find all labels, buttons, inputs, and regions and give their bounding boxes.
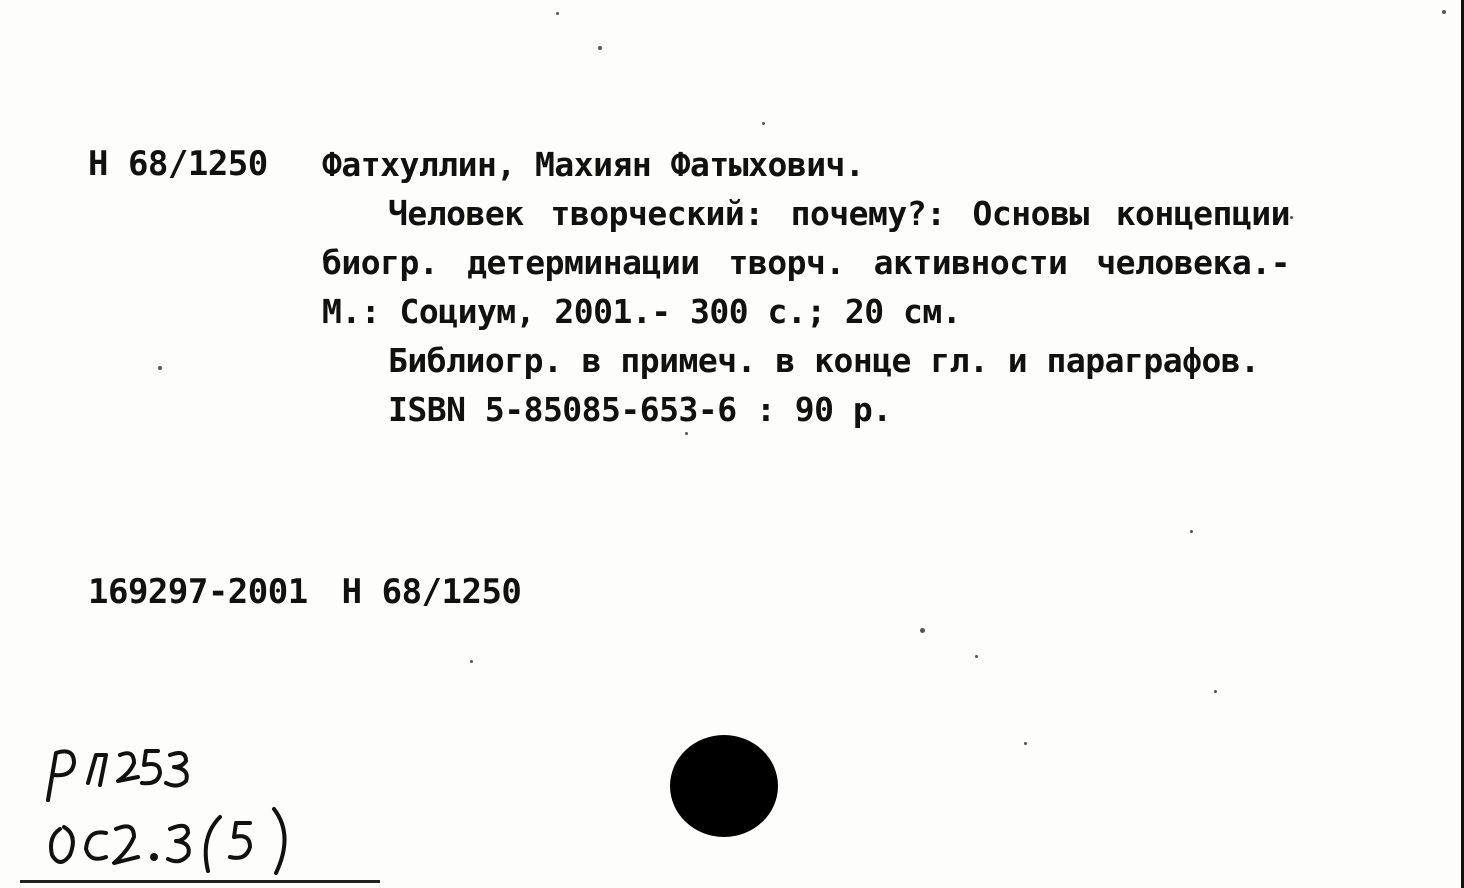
scan-speck bbox=[1442, 10, 1446, 14]
shelfmark: Н 68/1250 bbox=[88, 144, 268, 184]
scan-speck bbox=[556, 12, 559, 15]
bibliographic-record bbox=[322, 140, 1290, 434]
title-description: Человек творческий: почему?: Основы концепции биогр. детерминации творч. активности человека.- М.: Социум, 2001.- 300 с.; 20 см. bbox=[322, 194, 1290, 331]
scan-speck bbox=[158, 366, 162, 370]
scan-speck bbox=[1214, 690, 1217, 693]
scan-speck bbox=[920, 628, 925, 633]
bibliography-note: Библиогр. в примеч. в конце гл. и параграфов. bbox=[388, 341, 1260, 380]
bottom-rule bbox=[20, 880, 380, 883]
isbn-price: ISBN 5-85085-653-6 : 90 р. bbox=[388, 390, 892, 429]
scan-speck bbox=[1190, 530, 1193, 533]
punch-hole bbox=[670, 735, 778, 837]
scan-speck bbox=[598, 46, 602, 50]
scan-speck bbox=[975, 655, 978, 658]
footer-numbers bbox=[88, 568, 555, 616]
scan-speck bbox=[762, 122, 765, 125]
author-heading: Фатхуллин, Махиян Фатыхович. bbox=[322, 145, 865, 184]
accession-number: 169297-2001 bbox=[88, 572, 308, 612]
scan-speck bbox=[1024, 742, 1027, 745]
footer-shelfmark: Н 68/1250 bbox=[341, 572, 522, 612]
scan-speck bbox=[1290, 216, 1293, 219]
handwritten-note bbox=[30, 725, 330, 875]
scan-speck bbox=[470, 660, 473, 663]
